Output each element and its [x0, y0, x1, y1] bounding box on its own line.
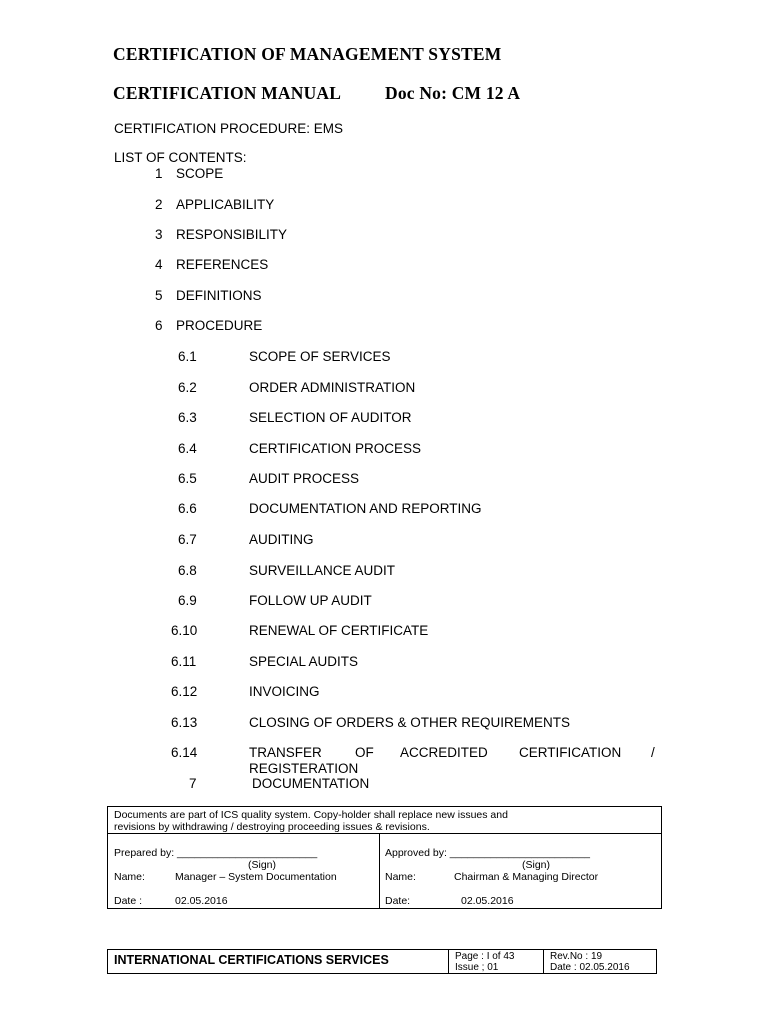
approved-name-label: Name: [385, 871, 416, 883]
sub-item-number: 6.12 [171, 684, 198, 699]
sub-item-label: SURVEILLANCE AUDIT [249, 563, 396, 578]
prepared-sign-label: (Sign) [248, 859, 277, 871]
sub-item-number: 6.4 [178, 441, 197, 456]
list-item-label: RESPONSIBILITY [176, 227, 288, 242]
sub-item-label: CLOSING OF ORDERS & OTHER REQUIREMENTS [249, 715, 571, 730]
list-item-number: 6 [155, 318, 163, 333]
sub-item-number: 6.2 [178, 380, 197, 395]
sub-item-label: RENEWAL OF CERTIFICATE [249, 623, 429, 638]
prepared-date-value: 02.05.2016 [175, 895, 228, 907]
sub-item-number: 6.9 [178, 593, 197, 608]
sub-item-number: 6.1 [178, 349, 197, 364]
prepared-name-value: Manager – System Documentation [175, 871, 337, 883]
approved-name-value: Chairman & Managing Director [454, 871, 599, 883]
sub-item-word: OF [355, 745, 374, 760]
approved-date-value: 02.05.2016 [461, 895, 514, 907]
sub-item-number: 6.13 [171, 715, 198, 730]
list-item-number: 4 [155, 257, 163, 272]
revision-number: Rev.No : 19 [550, 951, 603, 962]
organization-name: INTERNATIONAL CERTIFICATIONS SERVICES [114, 953, 389, 967]
sub-item-label: INVOICING [249, 684, 320, 699]
doc-number: Doc No: CM 12 A [385, 83, 521, 103]
prepared-date-label: Date : [114, 895, 143, 907]
revision-date: Date : 02.05.2016 [550, 962, 630, 973]
approved-sign-label: (Sign) [522, 859, 551, 871]
list-item-number: 2 [155, 197, 163, 212]
sub-item-label: DOCUMENTATION AND REPORTING [249, 501, 482, 516]
divider [448, 950, 449, 973]
list-item-number: 5 [155, 288, 163, 303]
divider [379, 833, 380, 908]
sub-item-number: 6.11 [171, 654, 197, 669]
procedure-line: CERTIFICATION PROCEDURE: EMS [114, 121, 344, 136]
list-item-label: REFERENCES [176, 257, 269, 272]
sub-item-label: SPECIAL AUDITS [249, 654, 359, 669]
sub-item-number: 6.5 [178, 471, 197, 486]
sub-item-label: CERTIFICATION PROCESS [249, 441, 422, 456]
sub-item-label: ORDER ADMINISTRATION [249, 380, 416, 395]
list-item-number: 1 [155, 166, 163, 181]
control-note-line-2: revisions by withdrawing / destroying proceeding issues & revisions. [114, 821, 430, 833]
sub-item-label: SCOPE OF SERVICES [249, 349, 391, 364]
contents-heading: LIST OF CONTENTS: [114, 150, 247, 165]
divider [543, 950, 544, 973]
sub-item-number: 6.6 [178, 501, 197, 516]
sub-item-word: TRANSFER [249, 745, 322, 760]
list-item-label: SCOPE [176, 166, 224, 181]
manual-title: CERTIFICATION MANUAL [113, 83, 342, 103]
page-footer [107, 949, 657, 974]
sub-item-word: CERTIFICATION [519, 745, 622, 760]
approved-by-line: Approved by: ________________________ [385, 847, 590, 859]
sub-item-label: SELECTION OF AUDITOR [249, 410, 412, 425]
divider [108, 833, 661, 834]
list-item-label: DOCUMENTATION [252, 776, 370, 791]
sub-item-word: ACCREDITED [400, 745, 488, 760]
sub-item-word: / [651, 745, 655, 760]
list-item-label: PROCEDURE [176, 318, 263, 333]
approved-date-label: Date: [385, 895, 411, 907]
sub-item-label-continued: REGISTERATION [249, 761, 359, 776]
sub-item-label: AUDITING [249, 532, 314, 547]
document-control-box [107, 806, 662, 909]
sub-item-number: 6.7 [178, 532, 197, 547]
sub-item-label: AUDIT PROCESS [249, 471, 360, 486]
list-item-number: 7 [189, 776, 197, 791]
sub-item-number: 6.8 [178, 563, 197, 578]
list-item-number: 3 [155, 227, 163, 242]
prepared-name-label: Name: [114, 871, 145, 883]
list-item-label: APPLICABILITY [176, 197, 275, 212]
sub-item-label: FOLLOW UP AUDIT [249, 593, 372, 608]
control-note-line-1: Documents are part of ICS quality system. Copy-holder shall replace new issues and [114, 809, 508, 821]
issue-number: Issue ; 01 [455, 962, 499, 973]
prepared-by-line: Prepared by: ________________________ [114, 847, 318, 859]
sub-item-number: 6.10 [171, 623, 198, 638]
sub-item-number: 6.3 [178, 410, 197, 425]
sub-item-number: 6.14 [171, 745, 198, 760]
page-number: Page : I of 43 [455, 951, 515, 962]
list-item-label: DEFINITIONS [176, 288, 262, 303]
document-title: CERTIFICATION OF MANAGEMENT SYSTEM [113, 44, 502, 64]
